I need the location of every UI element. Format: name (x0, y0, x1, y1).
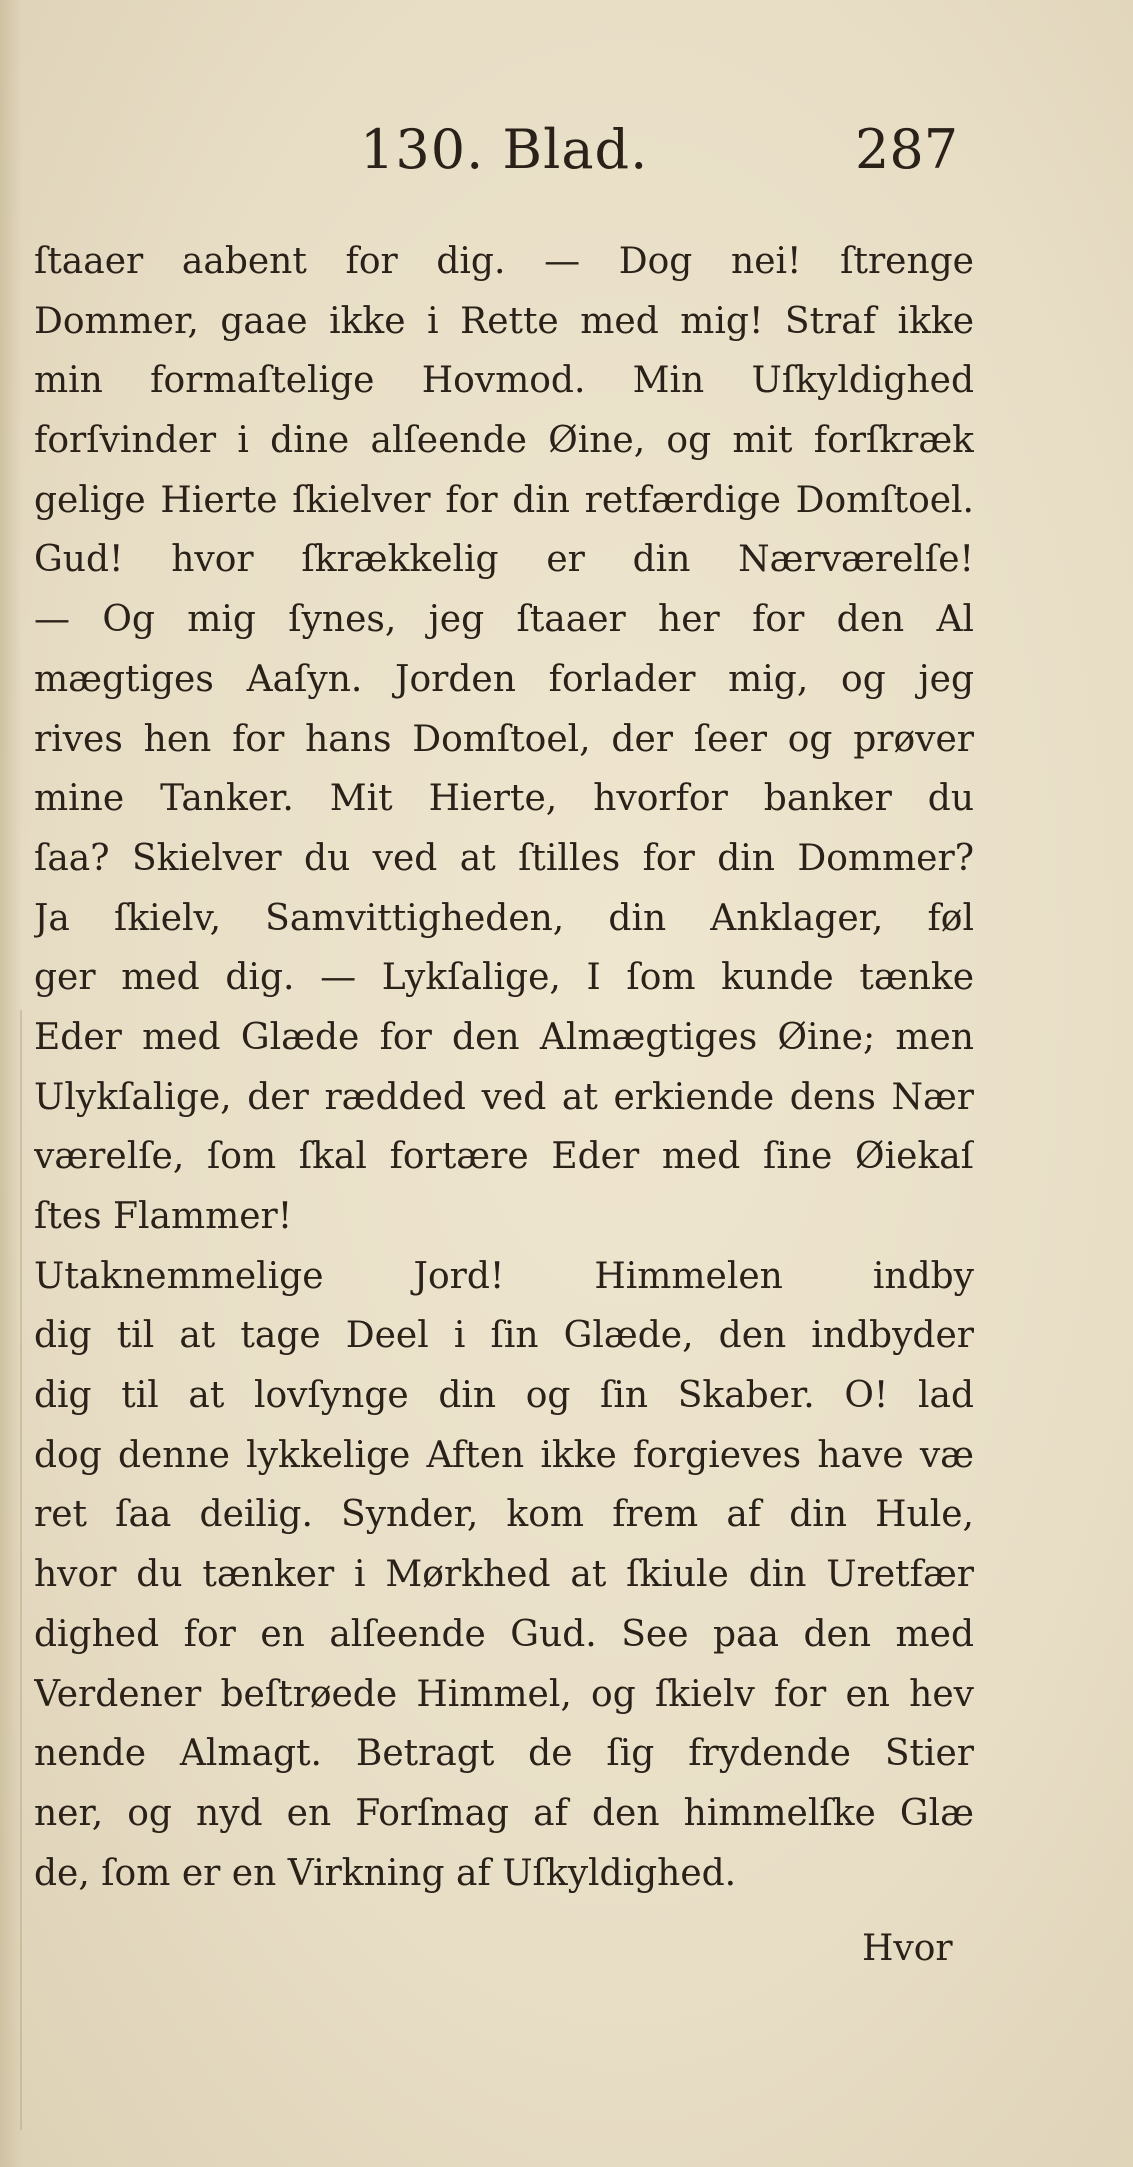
text-line: Dommer, gaae ikke i Rette med mig! Straf ikke (34, 300, 974, 342)
text-line: Ja ſkielv, Samvittigheden, din Anklager, føl (34, 897, 974, 939)
text-line: min formaſtelige Hovmod. Min Uſkyldighed (34, 360, 974, 402)
gutter-shadow (0, 0, 22, 2167)
text-line: dig til at lovſynge din og ſin Skaber. O! lad (34, 1375, 974, 1417)
text-line: ner, og nyd en Forſmag af den himmelſke Glæ (34, 1792, 974, 1834)
text-line: værelſe, ſom ſkal fortære Eder med ſine Øiekaſ (34, 1136, 974, 1178)
catchword: Hvor (862, 1928, 953, 1969)
text-line: mine Tanker. Mit Hierte, hvorfor banker du (34, 778, 974, 820)
text-line: Ulykſalige, der rædded ved at erkiende dens Nær (34, 1076, 974, 1118)
text-line: Utaknemmelige Jord! Himmelen indby (34, 1255, 974, 1297)
text-line: gelige Hierte ſkielver for din retfærdige Domſtoel. (34, 479, 974, 521)
text-line: Gud! hvor ſkrækkelig er din Nærværelſe! (34, 539, 974, 581)
text-line: ſtaaer aabent for dig. — Dog nei! ſtrenge (34, 241, 974, 282)
text-line: nende Almagt. Betragt de ſig frydende Stier (34, 1733, 974, 1775)
body-text (34, 232, 974, 1903)
text-line: — Og mig ſynes, jeg ſtaaer her for den Al (34, 599, 974, 641)
text-line: ret ſaa deilig. Synder, kom frem af din Hule, (34, 1494, 974, 1536)
text-line: dig til at tage Deel i ſin Glæde, den indbyder (34, 1315, 974, 1357)
page-number: 287 (855, 118, 959, 181)
page-header (0, 118, 1133, 198)
text-line: hvor du tænker i Mørkhed at ſkiule din Uretfær (34, 1554, 974, 1596)
text-line: rives hen for hans Domſtoel, der ſeer og prøver (34, 718, 974, 760)
text-line: ſaa? Skielver du ved at ſtilles for din Dommer? (34, 837, 974, 879)
text-line: ger med dig. — Lykſalige, I ſom kunde tænke (34, 957, 974, 999)
text-line: Verdener beſtrøede Himmel, og ſkielv for en hev (34, 1673, 974, 1715)
text-line: ſtes Flammer! (34, 1196, 293, 1237)
text-line: mægtiges Aaſyn. Jorden forlader mig, og jeg (34, 658, 974, 700)
text-line: Eder med Glæde for den Almægtiges Øine; men (34, 1016, 974, 1058)
gutter-line (20, 1010, 22, 2130)
text-line: dighed for en alſeende Gud. See paa den med (34, 1613, 974, 1655)
text-line: forſvinder i dine alſeende Øine, og mit forſkræk (34, 420, 974, 462)
text-line: dog denne lykkelige Aften ikke forgieves have væ (34, 1434, 974, 1476)
running-title: 130. Blad. (360, 118, 649, 181)
text-line: de, ſom er en Virkning af Uſkyldighed. (34, 1852, 737, 1894)
